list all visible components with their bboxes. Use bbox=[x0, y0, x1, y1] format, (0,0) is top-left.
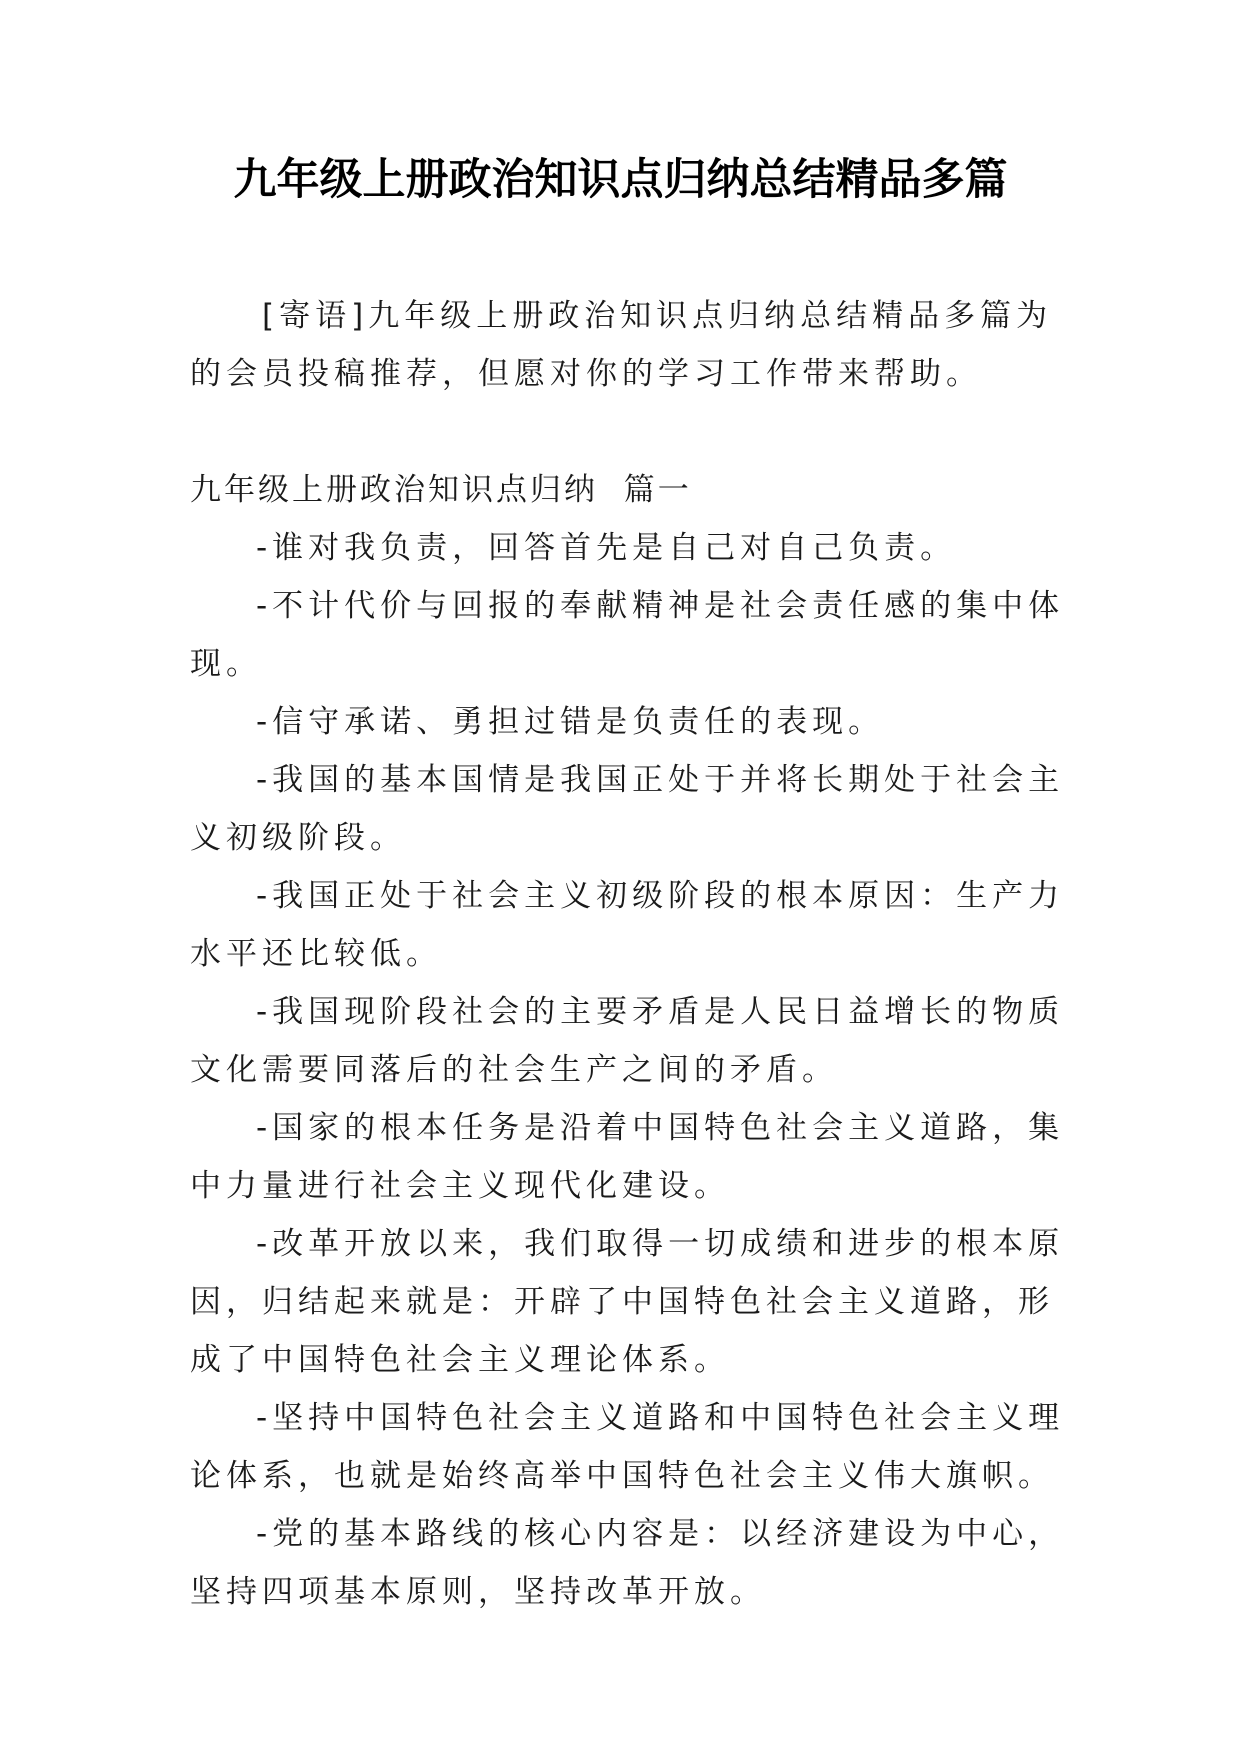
knowledge-point: -党的基本路线的核心内容是：以经济建设为中心，坚持四项基本原则，坚持改革开放。 bbox=[190, 1516, 1065, 1610]
document-title: 九年级上册政治知识点归纳总结精品多篇 bbox=[233, 155, 1008, 205]
knowledge-point: -我国的基本国情是我国正处于并将长期处于社会主义初级阶段。 bbox=[190, 762, 1065, 856]
section-heading: 九年级上册政治知识点归纳 篇一 bbox=[190, 472, 692, 508]
knowledge-point: -信守承诺、勇担过错是负责任的表现。 bbox=[256, 704, 885, 740]
knowledge-point: -我国正处于社会主义初级阶段的根本原因：生产力水平还比较低。 bbox=[190, 878, 1065, 972]
knowledge-point: -谁对我负责，回答首先是自己对自己负责。 bbox=[256, 530, 957, 566]
intro-paragraph: [寄语]九年级上册政治知识点归纳总结精品多篇为的会员投稿推荐，但愿对你的学习工作带来帮助。 bbox=[190, 298, 1053, 392]
knowledge-point: -坚持中国特色社会主义道路和中国特色社会主义理论体系，也就是始终高举中国特色社会主义伟大旗帜。 bbox=[190, 1400, 1065, 1494]
knowledge-point: -我国现阶段社会的主要矛盾是人民日益增长的物质文化需要同落后的社会生产之间的矛盾。 bbox=[190, 994, 1065, 1088]
knowledge-point: -不计代价与回报的奉献精神是社会责任感的集中体现。 bbox=[190, 588, 1065, 682]
knowledge-point: -改革开放以来，我们取得一切成绩和进步的根本原因，归结起来就是：开辟了中国特色社会主义道路，形成了中国特色社会主义理论体系。 bbox=[190, 1226, 1065, 1378]
knowledge-point: -国家的根本任务是沿着中国特色社会主义道路，集中力量进行社会主义现代化建设。 bbox=[190, 1110, 1065, 1204]
knowledge-point-list bbox=[190, 519, 1070, 1621]
